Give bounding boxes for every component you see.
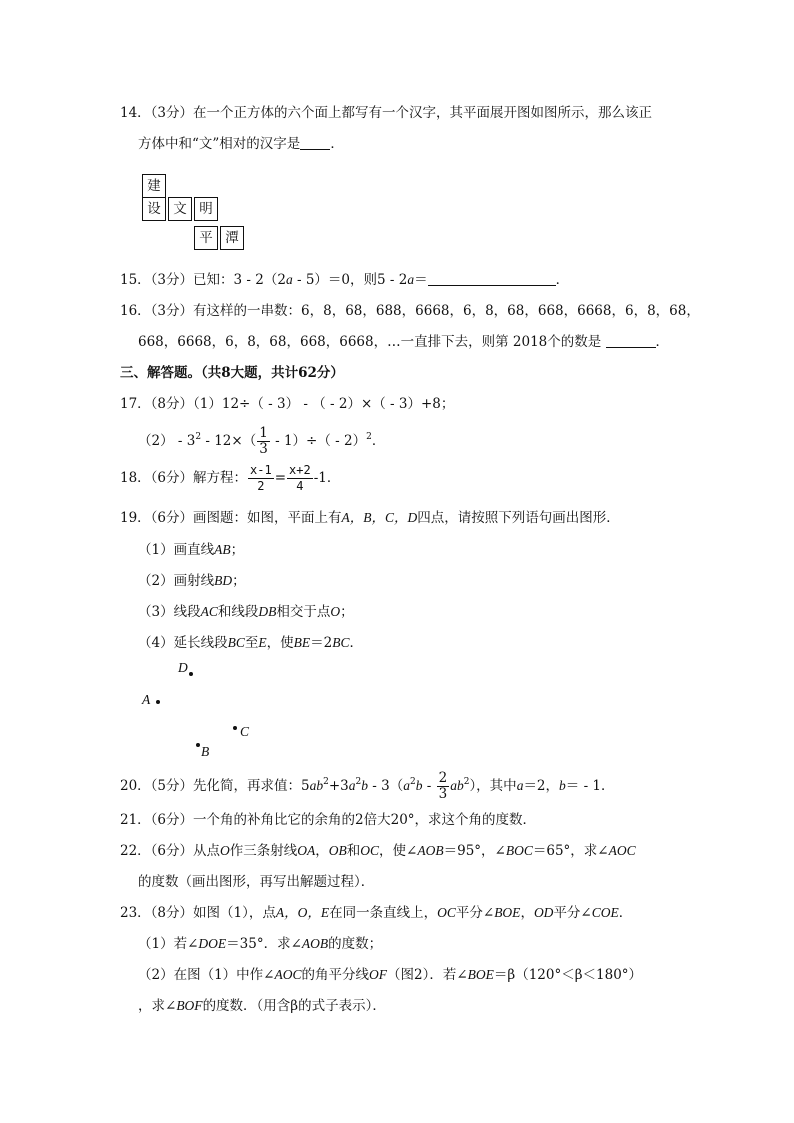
numerator: 2 — [438, 770, 448, 786]
q17-text: - 12×（ — [201, 433, 257, 449]
var: a — [348, 778, 356, 793]
var: COE — [591, 905, 619, 920]
var: OC — [437, 905, 456, 920]
step-text: 的度数．（用含β的式子表示）． — [202, 998, 386, 1014]
var: DOE — [198, 936, 227, 951]
var-a: a — [285, 272, 293, 287]
point-label-a: A — [142, 692, 151, 707]
q20-text: +3 — [328, 778, 349, 794]
var: DB — [258, 604, 277, 619]
var: OF — [369, 967, 387, 982]
q23-text: 23．（8分）如图（1），点 — [120, 905, 276, 921]
step-text: ＝β（120°＜β＜180°） — [493, 967, 643, 983]
q23-text: ． — [618, 905, 633, 921]
answer-blank[interactable] — [606, 333, 656, 348]
q22-text: 作三条射线 — [229, 843, 298, 859]
var: AC — [200, 604, 218, 619]
q22-text: ＝65°，求∠ — [532, 843, 609, 859]
var: b — [559, 778, 566, 793]
q18-text: 18．（6分）解方程： — [120, 470, 248, 486]
q19-text: 19．（6分）画图题：如图，平面上有 — [120, 510, 342, 526]
q23-step3 — [138, 996, 386, 1016]
step-text: 的角平分线 — [301, 967, 369, 983]
var: AOB — [417, 843, 444, 858]
fraction — [437, 771, 450, 802]
point-label-d: D — [178, 660, 188, 675]
var: BD — [214, 573, 233, 588]
q23-step2 — [138, 965, 642, 985]
q14-end: ． — [330, 136, 344, 152]
q22-line1 — [120, 841, 636, 861]
exponent: 2 — [409, 777, 416, 787]
step-text: ． — [349, 635, 363, 651]
q15-text: 15．（3分）已知：3 - 2（2 — [120, 272, 286, 288]
point-a — [156, 700, 160, 704]
step-text: （3）线段 — [138, 604, 201, 620]
step-text: 的度数； — [328, 936, 383, 952]
q15-text: ＝ — [414, 272, 428, 288]
q20 — [120, 769, 615, 803]
fraction — [248, 463, 274, 494]
q22-text: 22．（6分）从点 — [120, 843, 221, 859]
var: OC — [360, 843, 380, 858]
point-b — [196, 743, 200, 747]
q21: 21．（6分）一个角的补角比它的余角的2倍大20°，求这个角的度数． — [120, 812, 537, 828]
var: BOF — [176, 998, 203, 1013]
var: a — [403, 778, 410, 793]
var: b — [415, 778, 423, 793]
net-cell: 建 — [142, 174, 166, 198]
q19-step4 — [138, 633, 363, 653]
var: AOC — [274, 967, 302, 982]
q23-text: 在同一条直线上， — [329, 905, 438, 921]
q16-line2 — [138, 332, 669, 352]
step-text: ，使 — [266, 635, 294, 651]
denominator: 3 — [259, 441, 268, 457]
q22-text: ， — [315, 843, 329, 859]
step-text: 至 — [244, 635, 259, 651]
q20-text: ），其中 — [469, 778, 517, 794]
exponent: 2 — [366, 432, 372, 442]
var: a — [516, 778, 524, 793]
var: BOE — [467, 967, 494, 982]
var: BE — [293, 635, 311, 650]
q17-text: （2） - 3 — [138, 433, 196, 449]
var: BC — [227, 635, 245, 650]
step-text: ； — [340, 604, 354, 620]
q23-text: 平分∠ — [455, 905, 495, 921]
var: BC — [332, 635, 350, 650]
denominator: 2 — [257, 479, 265, 493]
q16-text: 668，6668，6，8，68，668，6668，…一直排下去，则第 2018个的数是 — [138, 334, 606, 350]
var: ab — [309, 778, 324, 793]
q20-text: - — [422, 778, 436, 794]
step-text: ＝35°．求∠ — [226, 936, 302, 952]
var: AOB — [301, 936, 329, 951]
q22-text: 和 — [346, 843, 361, 859]
q19-step3 — [138, 602, 354, 622]
step-text: ； — [232, 573, 246, 589]
var: O — [330, 604, 341, 619]
step-text: ； — [230, 542, 245, 558]
point-label-c: C — [240, 724, 250, 739]
answer-blank[interactable] — [300, 135, 330, 150]
var: ab — [450, 778, 464, 793]
step-text: （4）延长线段 — [138, 635, 228, 651]
q23-line1 — [120, 903, 632, 923]
q19-step2 — [138, 571, 246, 591]
q22-text: ，使∠ — [379, 843, 418, 859]
q18-end: -1． — [313, 470, 341, 486]
q22-line2: 的度数（画出图形，再写出解题过程）． — [138, 874, 375, 890]
q14-line2 — [138, 134, 344, 154]
q23-text: ， — [520, 905, 534, 921]
cube-net — [142, 170, 252, 252]
q14-text: 方体中和“文”相对的汉字是 — [138, 136, 301, 152]
numerator: x+2 — [289, 463, 311, 477]
step-text: （1）画直线 — [138, 542, 215, 558]
net-cell: 文 — [168, 197, 192, 221]
q16-line1: 16．（3分）有这样的一串数：6，8，68，688，6668，6，8，68，668，6668，6，8，68， — [120, 303, 700, 319]
exponent: 2 — [195, 432, 202, 442]
numerator: 1 — [259, 425, 268, 441]
net-cell: 设 — [142, 197, 166, 221]
q22-text: ＝95°，∠ — [443, 843, 506, 859]
denominator: 3 — [438, 786, 448, 802]
q19-points: A，B，C，D — [341, 510, 418, 525]
q18 — [120, 461, 340, 495]
q19-step1 — [138, 540, 244, 560]
point-d — [189, 672, 193, 676]
step-text: ＝2 — [310, 635, 333, 651]
var: E — [258, 635, 267, 650]
q17-text: - 1）÷（ - 2） — [270, 433, 367, 449]
q15-end: ． — [555, 272, 570, 288]
var-a: a — [407, 272, 415, 287]
q14-line1: 14．（3分）在一个正方体的六个面上都写有一个汉字，其平面展开图如图所示，那么该正 — [120, 105, 653, 121]
section-heading: 三、解答题。（共8大题，共计62分） — [120, 365, 344, 381]
q20-text: ＝ - 1． — [565, 778, 615, 794]
exponent: 2 — [355, 777, 362, 787]
denominator: 4 — [296, 479, 304, 493]
var: OB — [328, 843, 347, 858]
q20-text: - 3（ — [367, 778, 404, 794]
numerator: x-1 — [250, 463, 272, 477]
step-text: （1）若∠ — [138, 936, 199, 952]
q15 — [120, 270, 569, 290]
q19-text: 四点，请按照下列语句画出图形． — [417, 510, 620, 526]
q16-end: ． — [655, 334, 670, 350]
q23-step1 — [138, 934, 382, 954]
q23-text: 平分∠ — [553, 905, 592, 921]
fraction — [257, 426, 270, 457]
q17-end: ． — [371, 433, 386, 449]
net-cell: 明 — [194, 197, 218, 221]
q20-text: ＝2， — [523, 778, 560, 794]
q15-text: - 5）＝0，则5 - 2 — [292, 272, 408, 288]
step-text: （2）在图（1）中作∠ — [138, 967, 275, 983]
var: O — [220, 843, 230, 858]
q20-text: 20．（5分）先化简，再求值：5 — [120, 778, 310, 794]
step-text: 相交于点 — [276, 604, 331, 620]
var: OD — [533, 905, 554, 920]
fraction — [287, 463, 313, 494]
exponent: 2 — [463, 777, 470, 787]
var: A，O，E — [275, 905, 330, 920]
net-cell: 平 — [194, 226, 218, 250]
var: BOC — [505, 843, 533, 858]
var: BOE — [494, 905, 521, 920]
step-text: 和线段 — [217, 604, 259, 620]
point-c — [233, 726, 237, 730]
q17-line2 — [138, 424, 385, 458]
answer-blank[interactable] — [428, 271, 556, 286]
step-text: （图2）．若∠ — [387, 967, 468, 983]
net-cell: 潭 — [220, 226, 244, 250]
step-text: （2）画射线 — [138, 573, 215, 589]
step-text: ，求∠ — [138, 998, 177, 1014]
exponent: 2 — [323, 777, 329, 787]
var: AOC — [608, 843, 636, 858]
equals: = — [274, 470, 287, 486]
q17-line1: 17．（8分）（1）12÷（ - 3） - （ - 2）×（ - 3）+8； — [120, 396, 455, 412]
var: b — [361, 778, 368, 793]
point-label-b: B — [201, 744, 210, 759]
var: AB — [214, 542, 231, 557]
var: OA — [297, 843, 316, 858]
q19-line1 — [120, 508, 620, 528]
